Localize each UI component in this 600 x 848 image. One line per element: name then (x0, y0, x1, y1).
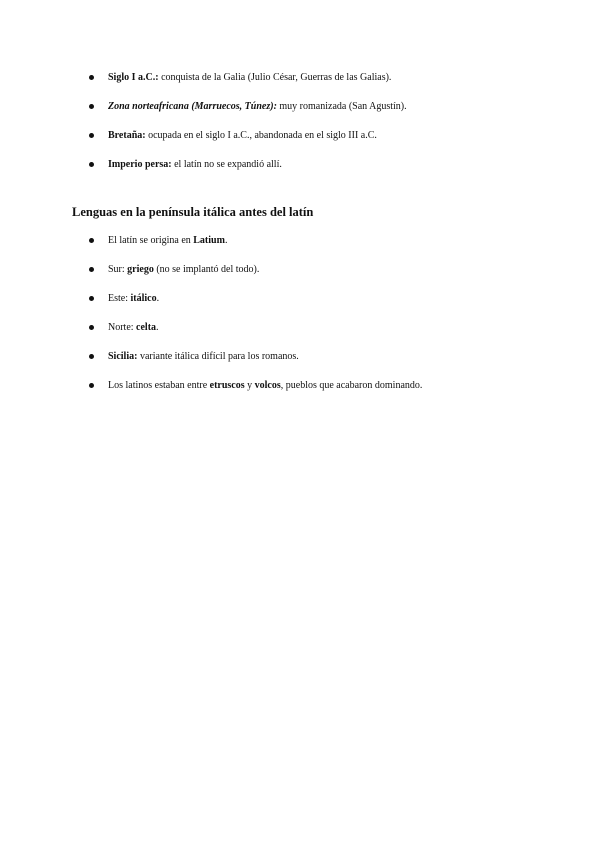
item-text: . (224, 235, 228, 246)
list-item (0, 321, 600, 334)
list-item (0, 350, 600, 363)
item-bold: Sicilia: (108, 351, 138, 362)
list-item (0, 234, 600, 247)
bullet-icon (89, 238, 94, 243)
item-bold: griego (127, 264, 154, 275)
list-item (0, 129, 600, 142)
bullet-icon (89, 133, 94, 138)
bullet-icon (89, 267, 94, 272)
list-item (0, 263, 600, 276)
item-text: Los latinos estaban entre (108, 380, 210, 391)
list-item (0, 158, 600, 171)
item-label: Bretaña: (108, 130, 146, 141)
item-text: y (244, 380, 255, 391)
item-text: . (156, 293, 160, 304)
languages-list (0, 234, 600, 408)
item-text: Este: (108, 293, 131, 304)
item-text: variante itálica difícil para los romanos. (137, 351, 299, 362)
bullet-icon (89, 162, 94, 167)
item-bold: Latium (193, 235, 225, 246)
item-bold: etruscos (209, 380, 245, 391)
item-text: , pueblos que acabaron dominando. (280, 380, 423, 391)
item-text: . (156, 322, 159, 333)
section-heading: Lenguas en la península itálica antes del latín (72, 205, 314, 219)
item-text: Norte: (108, 322, 137, 333)
conquest-list (0, 71, 600, 187)
bullet-icon (89, 75, 94, 80)
item-bold: volcos (254, 380, 281, 391)
item-label: Imperio persa: (108, 159, 172, 170)
item-bold: celta (136, 322, 157, 333)
item-text: muy romanizada (San Agustín). (276, 101, 407, 112)
item-label: Zona norteafricana (Marruecos, Túnez): (108, 101, 277, 112)
bullet-icon (89, 296, 94, 301)
item-text: conquista de la Galia (Julio César, Guerras de las Galias). (158, 72, 392, 83)
list-item (0, 71, 600, 84)
item-text: ocupada en el siglo I a.C., abandonada en el siglo III a.C. (145, 130, 377, 141)
bullet-icon (89, 354, 94, 359)
item-text: El latín se origina en (108, 235, 194, 246)
item-text: el latín no se expandió allí. (171, 159, 282, 170)
item-text: (no se implantó del todo). (153, 264, 260, 275)
list-item (0, 292, 600, 305)
item-label: Siglo I a.C.: (108, 72, 159, 83)
list-item (0, 100, 600, 113)
bullet-icon (89, 104, 94, 109)
bullet-icon (89, 383, 94, 388)
list-item (0, 379, 600, 392)
item-text: Sur: (108, 264, 128, 275)
item-bold: itálico (130, 293, 157, 304)
bullet-icon (89, 325, 94, 330)
